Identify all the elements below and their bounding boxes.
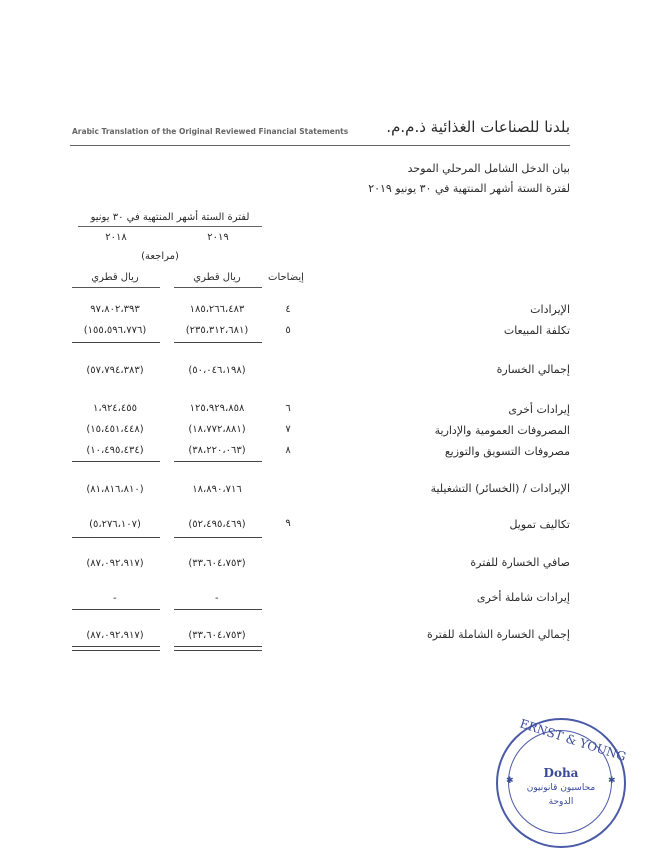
row-label-finance-costs: تكاليف تمويل [509, 518, 570, 531]
row-note: ٥ [285, 325, 291, 336]
row-value-prior: (١٠،٤٩٥،٤٣٤) [86, 445, 144, 456]
row-value-current: (٢٣٥،٣١٢،٦٨١) [185, 325, 249, 336]
row-value-prior: (٨٧،٠٩٢،٩١٧) [86, 630, 144, 641]
row-value-prior: - [113, 593, 117, 604]
star-icon: ✱ [608, 776, 616, 786]
subtotal-rule [174, 537, 262, 538]
notes-heading: إيضاحات [268, 272, 304, 283]
total-double-rule [72, 646, 160, 651]
stamp-arabic-line1: محاسبون قانونيون [526, 783, 596, 793]
period-column-heading: لفترة الستة أشهر المنتهية في ٣٠ يونيو [90, 212, 250, 223]
row-label-other-income: إيرادات أخرى [508, 403, 570, 416]
period-heading-rule [78, 226, 262, 227]
row-value-prior: ٩٧،٨٠٢،٣٩٣ [90, 304, 140, 315]
row-value-current: (٣٨،٢٢٠،٠٦٣) [188, 445, 246, 456]
reviewed-label: (مراجعة) [141, 251, 179, 262]
english-translation-title: Arabic Translation of the Original Reviewed Financial Statements [72, 127, 349, 136]
row-value-prior: (٥،٢٧٦،١٠٧) [89, 519, 141, 530]
row-note: ٩ [285, 518, 291, 529]
year-current-heading: ٢٠١٩ [207, 232, 229, 243]
subtotal-rule [72, 461, 160, 462]
row-value-current: - [215, 593, 219, 604]
row-value-prior: (١٥،٤٥١،٤٤٨) [86, 424, 144, 435]
subtotal-rule [174, 609, 262, 610]
row-value-current: (١٨،٧٧٢،٨٨١) [188, 424, 246, 435]
subtotal-rule [174, 342, 262, 343]
subtotal-rule [72, 609, 160, 610]
row-label-cost-of-sales: تكلفة المبيعات [503, 324, 570, 337]
company-name: بلدنا للصناعات الغذائية ذ.م.م. [386, 118, 570, 136]
auditor-stamp [496, 718, 626, 848]
row-label-net-loss: صافي الخسارة للفترة [470, 556, 570, 569]
stamp-city: Doha [543, 766, 579, 780]
row-value-current: ١٨،٨٩٠،٧١٦ [192, 484, 242, 495]
stamp-arabic-line2: الدوحة [548, 797, 574, 807]
row-value-current: (٣٣،٦٠٤،٧٥٣) [188, 630, 246, 641]
row-label-general-admin: المصروفات العمومية والإدارية [434, 424, 570, 437]
currency-prior-heading: ريال قطري [91, 272, 139, 283]
total-double-rule [174, 646, 262, 651]
row-label-marketing-distribution: مصروفات التسويق والتوزيع [444, 445, 570, 458]
row-value-prior: (٨١،٨١٦،٨١٠) [86, 484, 144, 495]
row-value-current: (٥٠،٠٤٦،١٩٨) [188, 365, 246, 376]
row-note: ٨ [285, 445, 291, 456]
statement-period: لفترة الستة أشهر المنتهية في ٣٠ يونيو ٢٠١٩ [368, 182, 570, 195]
star-icon: ✱ [506, 776, 514, 786]
row-note: ٤ [285, 304, 291, 315]
currency-current-rule [174, 287, 262, 288]
row-value-prior: (٥٧،٧٩٤،٣٨٣) [86, 365, 144, 376]
row-label-revenue: الإيرادات [530, 303, 570, 316]
row-note: ٦ [285, 403, 291, 414]
subtotal-rule [72, 537, 160, 538]
row-value-current: ١٢٥،٩٢٩،٨٥٨ [189, 403, 245, 414]
subtotal-rule [174, 461, 262, 462]
row-value-current: (٥٢،٤٩٥،٤٦٩) [188, 519, 246, 530]
row-value-current: ١٨٥،٢٦٦،٤٨٣ [189, 304, 245, 315]
row-label-other-comprehensive-income: إيرادات شاملة أخرى [476, 591, 570, 604]
header-divider [70, 145, 570, 146]
row-label-operating-result: الإيرادات / (الخسائر) التشغيلية [430, 482, 570, 495]
row-value-prior: ١،٩٢٤،٤٥٥ [92, 403, 138, 414]
year-prior-heading: ٢٠١٨ [105, 232, 127, 243]
row-value-current: (٣٣،٦٠٤،٧٥٣) [188, 558, 246, 569]
row-label-gross-loss: إجمالي الخسارة [496, 363, 570, 376]
row-value-prior: (١٥٥،٥٩٦،٧٧٦) [83, 325, 147, 336]
row-value-prior: (٨٧،٠٩٢،٩١٧) [86, 558, 144, 569]
currency-current-heading: ريال قطري [193, 272, 241, 283]
row-label-total-comprehensive-loss: إجمالي الخسارة الشاملة للفترة [426, 628, 570, 641]
subtotal-rule [72, 342, 160, 343]
currency-prior-rule [72, 287, 160, 288]
statement-title: بيان الدخل الشامل المرحلي الموحد [407, 162, 570, 175]
row-note: ٧ [285, 424, 291, 435]
stamp-firm-name: ERNST & YOUNG [518, 716, 628, 764]
